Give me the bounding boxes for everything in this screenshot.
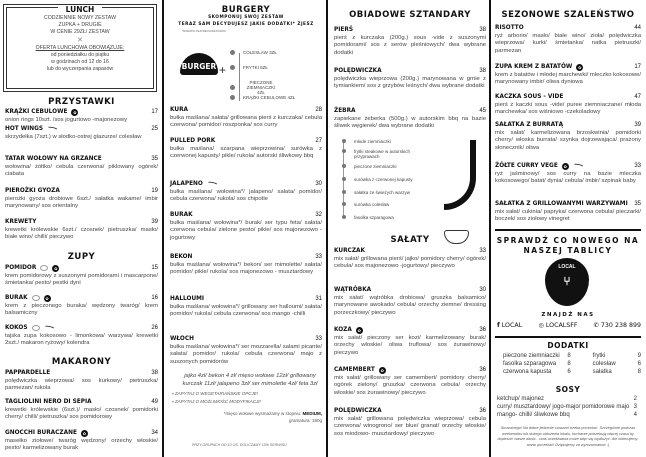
vege-icon: ✿: [45, 295, 49, 301]
menu-item-price: 34: [151, 430, 158, 436]
side-option-label: fasolka szparagowa: [354, 215, 394, 220]
menu-item-header: [334, 67, 486, 75]
menu-item[interactable]: [5, 187, 158, 211]
menu-item-description: krem z batatów i młodej marchewki/ mleczko kokosowe/ marynowany imbir/ oliwa dyniowa: [495, 72, 642, 86]
side-price: 6: [637, 361, 641, 367]
sauce-name: curry/ musztardowy/ jogo-majo/ pomidorowe majo: [497, 404, 630, 410]
menu-item-price: 39: [151, 219, 158, 225]
bullet-dot: [342, 177, 346, 181]
menu-item-header: [495, 200, 641, 208]
bullet-dot: [342, 164, 346, 168]
menu-item-name: KACZKA SOUS - VIDE: [495, 94, 564, 100]
menu-item-name: SAŁATKA Z BURRATĄ: [495, 122, 564, 128]
section-title-sezonowe: SEZONOWE SZALEŃSTWO: [501, 10, 635, 20]
menu-item-description: zapiekane żeberka (500g.) w autorskim bbq na bazie śliwek węgierek/ dwa wybrane dodatki: [334, 116, 486, 130]
menu-item-price: 47: [634, 94, 641, 100]
menu-item-price: 16: [151, 295, 158, 301]
bullet-dot: [342, 139, 346, 143]
menu-item[interactable]: [334, 67, 486, 91]
arrow-icon: [444, 140, 476, 210]
menu-item-name: KOZA: [334, 327, 352, 333]
menu-item-name: PULLED PORK: [170, 138, 216, 144]
vege-icon: ✿: [73, 109, 77, 115]
menu-item-price: 25: [151, 126, 158, 132]
footnote: Smacznego! Na dobre jedzenie czasami trzeba poczekać. Szczególnie podczas weekendów lub dużego obłożenia lokalu, kucharze potrzebują więcej czasu by dopieścić wasze dania - czas oczekiwania może więc się wydłużyć. Ale obiecujemy: warto poczekać! Dziękujemy za wyrozumiałość :): [497, 426, 639, 447]
column-divider: [326, 0, 328, 457]
vege-icon: ✿: [563, 163, 567, 169]
side-name: colesław: [592, 361, 616, 367]
menu-item[interactable]: [5, 369, 158, 393]
menu-item-price: 15: [151, 265, 158, 271]
menu-item[interactable]: [170, 106, 322, 130]
lunch-offer-line: lub do wyczerpania zapasów: [46, 66, 114, 72]
vege-icon: ✿: [357, 327, 362, 333]
menu-item[interactable]: [334, 326, 486, 357]
menu-item-description: bułka maślana/ wołowina*/ burak/ ser typu feta/ sałata/ czerwona cebula/ zielone pesto/ pikle/ sos majonezowo - jogurtowy: [170, 220, 322, 241]
info-bullet: ▪ ZAPYTAJ O MOŻLIWOŚĆ MODYFIKACJI!: [172, 399, 261, 404]
menu-item-description: polędwiczka wieprzowa/ sos kurkowy/ pietruszka/ parmezan/ rukola: [5, 378, 158, 392]
menu-item-description: bułka maślana/ wołowina*/ jalapeno/ sałata/ pomidor/ cebula czerwona/ rukola/ sos chipotle: [170, 189, 322, 203]
menu-item-name: ŻÓŁTE CURRY VEGE: [495, 163, 558, 169]
lunch-offer-line: w godzinach od 12 do 16: [51, 59, 109, 65]
menu-item-price: 38: [479, 68, 486, 74]
menu-item[interactable]: [170, 295, 322, 319]
menu-item[interactable]: [495, 63, 641, 87]
menu-item-header: [5, 108, 158, 116]
menu-item-price: 17: [634, 64, 641, 70]
menu-item-name: KRĄŻKI CEBULOWE: [5, 109, 68, 115]
menu-item-name: WŁOCH: [170, 336, 194, 342]
vege-icon: ✿: [54, 265, 58, 271]
vege-icon: ✿: [82, 430, 87, 436]
menu-item[interactable]: [5, 264, 158, 288]
burger-subtitle2: TERAZ SAM DECYDUJESZ JAKIE DODATKI* ZJESZ: [178, 22, 314, 27]
phone-icon: ✆: [593, 322, 599, 329]
menu-item-description: krem z pieczonego buraka/ wędzony twaróg/ krem balsamiczny: [5, 303, 158, 317]
side-name: sałatka: [592, 369, 612, 375]
sides-table: [503, 352, 641, 376]
side-row: [503, 360, 571, 368]
menu-item-price: 33: [634, 163, 641, 169]
menu-item[interactable]: [334, 247, 486, 271]
menu-item-price: 26: [151, 325, 158, 331]
meat-note: *mięso wołowe wysmażamy w stopniu: MEDIUM, gramatura: 180g: [223, 411, 322, 423]
instagram-icon: ◎: [538, 322, 544, 329]
menu-item-header: [170, 137, 322, 145]
section-title-przystawki: PRZYSTAWKI: [48, 97, 115, 107]
menu-item-name: BURAK: [5, 295, 28, 301]
lunch-box: [6, 7, 154, 89]
menu-item[interactable]: [495, 24, 641, 55]
menu-item-description: pierś z kurczaka (200g.) sous -vide z suszonymi pomidorami/ sos z serów pleśniowych/ dwa wybrane dodatki: [334, 35, 486, 56]
burger-option[interactable]: [230, 65, 268, 70]
divider: [495, 336, 641, 338]
group-service-note: PRZY GRUPACH OD 10 OS. DOLICZAMY 10% SERWISU: [192, 443, 287, 447]
menu-item-header: [170, 335, 322, 343]
menu-item-header: [5, 369, 158, 377]
side-option: [342, 139, 391, 144]
option-label: PIECZONE ZIEMNIACZKI 4ZŁ: [246, 80, 276, 95]
menu-item-name: POLĘDWICZKA: [334, 68, 382, 74]
menu-item-header: [5, 429, 158, 437]
menu-item-name: TATAR WOŁOWY NA GRZANCE: [5, 156, 102, 162]
local-logo: LOCAL ⑂: [545, 258, 589, 306]
column-divider: [489, 0, 491, 457]
menu-item-description: krewetki królewskie 6szt./ czosnek/ pietruszka/ masło/ białe wino/ chilli/ pieczywo: [5, 227, 158, 241]
burger-subtitle: SKOMPONUJ SWÓJ ZESTAW: [208, 15, 284, 20]
menu-item-price: 36: [479, 367, 486, 373]
menu-item-description: polędwiczka wieprzowa (200g.) marynowana w grnie z tymiankiem/ sos z grzybów leśnych/ dwa wybrane dodatki: [334, 76, 486, 90]
side-name: czerwona kapusta: [503, 369, 552, 375]
menu-item-header: [5, 125, 158, 133]
menu-item-name: TAGLIOLINI NERO DI SEPIA: [5, 399, 92, 405]
side-price: 8: [567, 353, 571, 359]
menu-item-header: [495, 93, 641, 101]
menu-item-description: mix sałat/ pieczony ser kozi/ karmelizowany burak/ orzechy włoskie/ oliwa truflowa/ sos żurawinowy/ pieczywo: [334, 335, 486, 356]
menu-item-description: krewetki królewskie (6szt.)/ masło/ czosnek/ pomidorki cherry/ chilli/ pietruszka/ sos pomidorowy: [5, 407, 158, 421]
chili-icon: [47, 126, 59, 132]
lunch-offer-line: od poniedziałku do piątku: [50, 52, 110, 58]
menu-item-header: [170, 253, 322, 261]
burger-extras: jajko 4zł/ bekon 4 zł/ mięso wołowe 12zł/ grillowany kurczak 11zł/ jalapeno 3zł/ ser mimolette 4zł/ feta 3zł: [182, 373, 318, 387]
menu-item-price: 49: [151, 399, 158, 405]
side-name: frytki: [592, 353, 606, 359]
menu-item-description: wołowina/ żółtko/ cebula czerwona/ piklowany ogórek/ ciabata: [5, 164, 158, 178]
menu-item-header: [495, 121, 641, 129]
column-divider: [162, 0, 164, 457]
instagram-link[interactable]: ◎ LOCALSFF: [538, 322, 578, 329]
menu-item-header: [334, 286, 486, 294]
menu-item-name: ŻEBRA: [334, 108, 356, 114]
menu-item-price: 30: [479, 287, 486, 293]
option-label: FRYTKI 5ZŁ: [243, 65, 268, 70]
menu-item-name: BEKON: [170, 254, 193, 260]
lunch-title: LUNCH: [58, 6, 103, 13]
sides-column: [503, 352, 571, 376]
menu-item-header: [170, 295, 322, 303]
menu-item[interactable]: [170, 211, 322, 242]
section-title-makarony: MAKARONY: [51, 357, 112, 367]
menu-item-price: 33: [315, 336, 322, 342]
menu-item-price: 35: [151, 156, 158, 162]
menu-item-name: PIERŚ: [334, 27, 354, 33]
menu-item-header: [495, 24, 641, 32]
burger-option[interactable]: [230, 80, 279, 95]
facebook-link[interactable]: f LOCAL: [497, 322, 523, 329]
menu-item-name: POLĘDWICZKA: [334, 408, 382, 414]
side-option-label: frytki steakowe w autorskich przyprawach: [354, 149, 411, 159]
sauce-row: [497, 403, 637, 411]
side-option: [342, 215, 394, 220]
side-option-label: surówka z czerwonej kapusty: [354, 177, 413, 182]
side-option-label: surówka colesław: [354, 202, 390, 207]
side-option: [342, 164, 397, 169]
menu-item-price: 38: [479, 27, 486, 33]
sauce-price: 4: [633, 412, 637, 418]
menu-item-header: [170, 180, 322, 188]
menu-item-header: [5, 294, 158, 302]
bullet-dot: [342, 149, 346, 153]
promo-title: SPRAWDŹ CO NOWEGO NA: [496, 236, 640, 245]
menu-item-name: RISOTTO: [495, 25, 524, 31]
menu-item-header: [170, 106, 322, 114]
sauce-price: 3: [633, 404, 637, 410]
menu-item-header: [5, 218, 158, 226]
burger-option[interactable]: [230, 95, 295, 100]
menu-item[interactable]: [495, 162, 641, 186]
menu-item-header: [5, 398, 158, 406]
section-title-salaty: SAŁATY: [390, 235, 430, 245]
divider: [495, 229, 641, 231]
menu-item-description: bułka maślana/ wołowina*/ bekon/ ser mimolette/ sałata/ pomidor/ pikle/ rukola/ sos majonezowo - musztardowy: [170, 262, 322, 276]
menu-item-name: KURCZAK: [334, 248, 365, 254]
burger-option[interactable]: [230, 50, 277, 55]
sauces-list: [497, 395, 637, 419]
menu-item-description: mix sałat/ wątróbka drobiowa/ gruszka balsamico/ marynowane awokado/ cebula/ orzechy ziemne/ dressing porzeczkowy/ pieczywo: [334, 295, 486, 316]
side-row: [593, 368, 641, 376]
menu-item-name: HALLOUMI: [170, 296, 205, 302]
menu-item-description: bułka maślana/ szarpana wieprzowina/ surówka z czerwonej kapusty/ pikle/ rukola/ autorski śliwkowy bbq: [170, 146, 322, 160]
phone-link[interactable]: ✆ 730 238 899: [593, 322, 641, 329]
menu-item-name: PIEROŻKI GYOZA: [5, 188, 60, 194]
menu-item-description: skrzydełka (7szt.) w słodko-ostrej glazurze/ colesław: [5, 134, 142, 140]
menu-item-name: KREWETY: [5, 219, 37, 225]
menu-item-description: mix sałat/ grillowany ser camembert/ pomidory cherry/ ogórek zielony/ gruszka/ czerwona cebula/ orzechy włoskie/ sos żurawinowy/ pieczywo: [334, 375, 486, 396]
menu-item-header: [5, 264, 158, 272]
menu-item-price: 36: [479, 327, 486, 333]
menu-item-price: 33: [479, 248, 486, 254]
menu-item-name: HOT WINGS: [5, 126, 44, 132]
side-option: [342, 177, 413, 182]
chili-icon: [43, 325, 55, 331]
menu-item[interactable]: [334, 286, 486, 317]
menu-item-description: masełko ziołowe/ twaróg wędzony/ orzechy włoskie/ pesto/ karmelizowany burak: [5, 438, 158, 452]
social-row: [497, 322, 641, 329]
menu-item[interactable]: [5, 398, 158, 422]
lunch-offer-title: OFERTA LUNCHOWA OBOWIĄZUJE:: [35, 45, 125, 51]
section-title-zupy: ZUPY: [67, 252, 96, 262]
menu-item-description: bułka maślana/ sałata/ grillowana pierś z kurczaka/ cebula czerwona/ pomidor/ roszponka/ sos curry: [170, 115, 322, 129]
menu-item-name: POMIDOR: [5, 265, 37, 271]
menu-item-description: mix sałat/ karmelizowana brzoskwinia/ pomidorki cherry/ włoska burrata/ szynka dojrzewająca/ prażony słonecznik/ oliwa: [495, 130, 641, 151]
menu-item[interactable]: [334, 407, 486, 438]
menu-item-price: 32: [315, 212, 322, 218]
side-row: [593, 360, 641, 368]
menu-item[interactable]: [495, 200, 641, 224]
burger-logo: BURGER: [180, 53, 218, 75]
menu-item-header: [334, 366, 486, 374]
menu-item-header: [5, 155, 158, 163]
menu-item[interactable]: [170, 253, 322, 277]
section-title-obiadowe: OBIADOWE SZTANDARY: [349, 10, 471, 20]
menu-item-name: KOKOS: [5, 325, 28, 331]
column-starters: [5, 0, 158, 457]
column-mains: [334, 0, 486, 457]
menu-item-name: WĄTRÓBKA: [334, 287, 372, 293]
menu-item-price: 45: [479, 108, 486, 114]
menu-item[interactable]: [5, 294, 158, 318]
menu-item-name: CAMEMBERT: [334, 367, 375, 373]
menu-item-name: JALAPENO: [170, 181, 203, 187]
side-option: [342, 149, 414, 159]
menu-item[interactable]: [334, 366, 486, 397]
side-name: pieczone ziemniaczki: [503, 353, 560, 359]
menu-item-price: 28: [315, 107, 322, 113]
menu-item-header: [5, 324, 158, 332]
column-seasonal: [495, 0, 641, 457]
option-label: COLESŁAW 3ZŁ: [243, 50, 277, 55]
menu-item-price: 38: [151, 370, 158, 376]
cutlery-icon: ✕: [77, 37, 83, 44]
plus-sign: +: [219, 63, 227, 77]
menu-item[interactable]: [495, 121, 641, 152]
facebook-icon: f: [497, 322, 500, 329]
menu-item-description: tajska zupa kokosowo - limonkowa/ warzywa/ krewetki 2szt./ makaron ryżowy/ kolendra: [5, 333, 158, 347]
vege-icon: ✿: [578, 64, 582, 70]
menu-item-description: krem pomidorowy z suszonymi pomidorami i mascarpone/ śmietanka/ pesto/ pestki dyni: [5, 273, 158, 287]
beet-icon: [32, 295, 40, 301]
chili-icon: [207, 181, 219, 187]
menu-item[interactable]: [5, 324, 158, 348]
option-label: KRĄŻKI CEBULOWE 4ZŁ: [243, 95, 296, 100]
side-option: [342, 190, 410, 195]
menu-item-price: 35: [634, 201, 641, 207]
lunch-line: CODZIENNIE NOWY ZESTAW: [44, 15, 116, 21]
find-us: ZNAJDŹ NAS: [541, 312, 595, 318]
menu-item[interactable]: [170, 137, 322, 161]
lunch-line: ZUPKA + DRUGIE: [58, 22, 102, 28]
menu-item-description: bułka maślana/ wołowina*/ grillowany ser halloumi/ sałata/ pomidor/ rukola/ cebula czerwona/ sos mango -chilli: [170, 304, 322, 318]
menu-item-price: 36: [479, 408, 486, 414]
menu-item-price: 27: [315, 138, 322, 144]
side-option-label: młode ziemniaczki: [354, 139, 391, 144]
menu-item[interactable]: [5, 155, 158, 179]
menu-item-name: BURAK: [170, 212, 193, 218]
column-burgers: [170, 0, 322, 457]
menu-item-price: 31: [315, 296, 322, 302]
side-price: 6: [567, 369, 571, 375]
side-price: 8: [567, 361, 571, 367]
menu-item-header: [5, 187, 158, 195]
menu-item-header: [334, 107, 486, 115]
menu-item[interactable]: [334, 26, 486, 57]
menu-item-price: 30: [315, 181, 322, 187]
menu-item-description: bułka maślana/ wołowina*/ ser mozzarella/ salami picante/ sałata/ pomidor/ rukola/ cebula czerwona/ majo z suszonych pomidorów: [170, 344, 322, 365]
section-title-burgery: BURGERY: [221, 5, 271, 15]
section-title-sosy: SOSY: [555, 385, 581, 394]
menu-item[interactable]: [170, 180, 322, 204]
menu-item[interactable]: [334, 107, 486, 131]
sauce-name: ketchup/ majonez: [497, 396, 545, 402]
menu-item-description: mix sałat/ grillowana polędwiczka wieprzowa/ cebula czerwona/ winogrono/ ser blue/ granat/ orzechy włoskie/ sos miodowo- musztardowy/ pieczywo: [334, 416, 486, 437]
menu-item-name: SAŁATKA Z GRILLOWANYMI WARZYWAMI: [495, 201, 628, 207]
menu-item-name: GNOCCHI BURACZANE: [5, 430, 77, 436]
bullet-dot: [342, 202, 346, 206]
menu-item-description: pierożki gyoza drobiowe 6szt./ sałatka wakame/ imbir marynowany/ sos orientalny: [5, 196, 158, 210]
menu-item-header: [495, 63, 641, 71]
side-price: 8: [637, 369, 641, 375]
menu-item[interactable]: [495, 93, 641, 117]
side-option-label: pieczone ziemniaczki: [354, 164, 397, 169]
menu-item-name: PAPPARDELLE: [5, 370, 51, 376]
menu-item-header: [334, 326, 486, 334]
menu-item[interactable]: [170, 335, 322, 366]
promo-title: NASZEJ TABLICY: [523, 246, 613, 255]
menu-item-description: ryż jaśminowy/ sos curry na bazie mleczka kokosowego/ batat/ dynia/ cebula/ imbir/ szpinak baby: [495, 171, 641, 185]
coconut-icon: [32, 325, 40, 331]
chili-icon: [572, 163, 584, 169]
section-title-dodatki: DODATKI: [547, 341, 589, 350]
menu-item-description: ryż arborio/ masło/ białe wino/ zioła/ polędwiczka wieprzowa/ kurki/ śmietanka/ natka pietruszki/ parmezan: [495, 33, 641, 54]
lunch-line: W CENIE 29ZŁ/ ZESTAW: [50, 29, 110, 35]
side-row: [593, 352, 641, 360]
menu-item-price: 33: [315, 254, 322, 260]
menu-item-header: [334, 247, 486, 255]
bullet-dot: [342, 215, 346, 219]
sauce-name: mango- chilli/ śliwkowe bbq: [497, 412, 570, 418]
side-option: [342, 202, 389, 207]
menu-item[interactable]: [5, 429, 158, 453]
menu-item-header: [170, 211, 322, 219]
side-option-label: sałatka ze świeżych warzyw: [354, 190, 411, 195]
vege-icon: ✿: [380, 367, 384, 373]
sides-column: [593, 352, 641, 376]
menu-item-description: pierś z kaczki sous -vide/ puree ziemniaczane/ młoda marchewka/ sos wiśniowo -czekoladowy: [495, 102, 641, 116]
menu-item-description: mix sałat/ cukinia/ papryka/ czerwona cebula/ pieczarki/ boczek/ sos ziołowy vinegret: [495, 209, 641, 223]
menu-item[interactable]: [5, 218, 158, 242]
menu-item-price: 19: [151, 188, 158, 194]
menu-item-header: [334, 407, 486, 415]
menu-item-description: onion rings 10szt. /sos jogurtowo -majonezowy: [5, 117, 128, 123]
side-price: 9: [637, 353, 641, 359]
side-row: [503, 368, 571, 376]
menu-item-header: [334, 26, 486, 34]
sauce-row: [497, 411, 637, 419]
sauce-row: [497, 395, 637, 403]
menu-item-price: 17: [151, 109, 158, 115]
side-row: [503, 352, 571, 360]
menu-item-name: KURA: [170, 107, 189, 113]
bullet-dot: [342, 190, 346, 194]
tomato-icon: [40, 265, 48, 271]
side-name: fasolka szparagowa: [503, 361, 557, 367]
menu-item-price: 44: [634, 25, 641, 31]
menu-item[interactable]: [5, 108, 158, 124]
menu-item-description: mix sałat/ grillowana pierś/ jajko/ pomidory cherry/ ogórek/ cebula/ sos majonezowo -jogurtowy/ pieczywo: [334, 256, 486, 270]
info-bullet: ▪ ZAPYTAJ O WEGETARIAŃSKIE OPCJE!: [172, 391, 258, 396]
menu-item[interactable]: [5, 125, 158, 141]
burger-subnote: *DODATKI PŁATNE DODATKOWO: [182, 29, 226, 33]
menu-item-header: [495, 162, 641, 170]
sauce-price: 2: [633, 396, 637, 402]
menu-item-name: ZUPA KREM Z BATATÓW: [495, 64, 573, 70]
menu-item-price: 39: [634, 122, 641, 128]
